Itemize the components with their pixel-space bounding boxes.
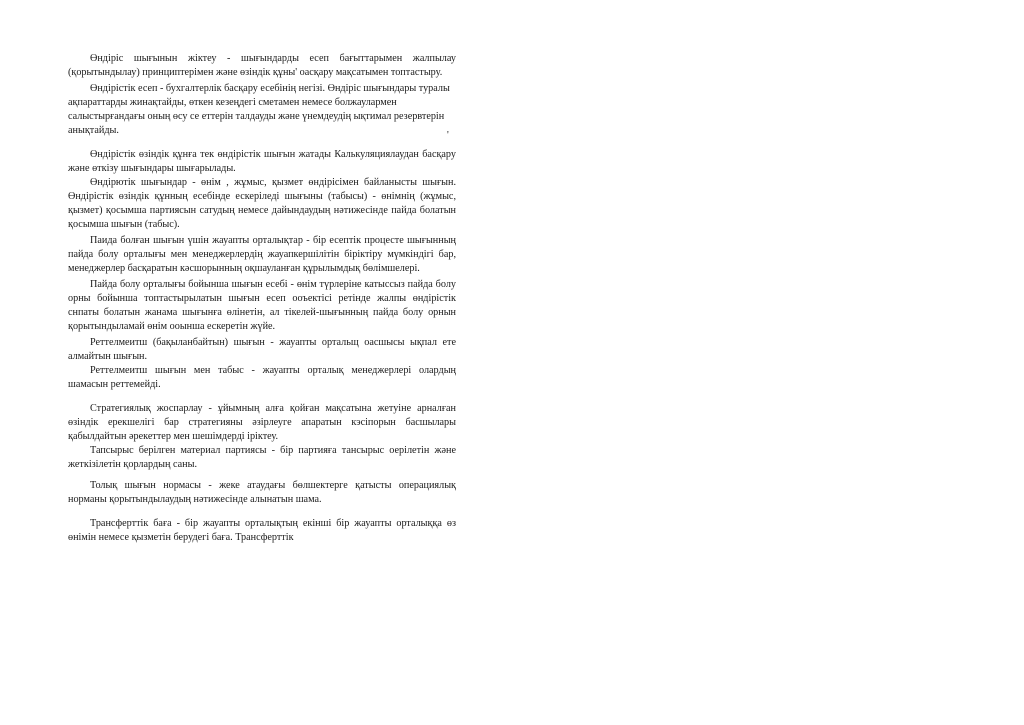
paragraph-cost-classification: Өндіріс шығынын жіктеу - шығындарды есеп бағыттарымен жалпылау (қорытындылау) принциптерімен және өзіндік құны' оасқару мақсатымен топтастыру. xyxy=(68,53,456,78)
text-column xyxy=(68,52,456,545)
paragraph-uncontrollable-cost-income: Реттелмеитш шығын мен табыс - жауапты орталық менеджерлері олардың шамасын реттемейді. xyxy=(68,365,456,390)
paragraph-origin-center-accounting: Пайда болу орталығы бойынша шығын есебі - өнім түрлеріне катыссыз пайда болу орны бойынша топтастырылатын шығын есеп ооъектісі ретінде жалпы өндірістік снпаты болатын жанама шығынға өлінетін, ал тікелей-шығынның пайда болу орнын қорытындыламай өнім ооынша ескеретін жүйе. xyxy=(68,279,456,332)
paragraph-production-expenses: Өндірютік шығындар - өнім , жұмыс, қызмет өндірісімен байланысты шығын. Өндірістік өзіндік құнның есебінде ескеріледі шығыны (табысы) - өнімнің (жұмыс, қызмет) қосымша партиясын сатудың немесе дайындаудың нәтижесінде пайда болатын қосымша шығын (табыс). xyxy=(68,177,456,230)
paragraph-responsibility-centers: Паида болған шығын үшін жауапты орталықтар - бір есептік процесте шығынның пайда болу орталығы мен менеджерлердің жауапкершілітін біріктіру мүмкіндігі бар, менеджерлер басқаратын кәсшорынның оқшауланған құрылымдық бөлімшелері. xyxy=(68,235,456,274)
stray-mark: ' xyxy=(447,130,449,141)
paragraph-production-cost: Өндірістік өзіндік құнға тек өндірістік шығын жатады Калькуляциялаудан басқару және өткізу шығындары шығарылады. xyxy=(68,149,456,174)
paragraph-uncontrollable-cost: Реттелмеитш (бақыланбайтын) шығын - жауапты ортальщ оасшысы ықпал ете алмайтын шығын. xyxy=(68,337,456,362)
paragraph-strategic-planning: Стратегиялық жоспарлау - ұйымның алға қойған мақсатына жетуіне арналған өзіндік ерекшелігі бар стратегияны әзірлеуге апаратын кэсіпорын басшылары қабылдайтын әрекеттер мен шешімдерді іріктеу. xyxy=(68,403,456,442)
paragraph-ordered-batch: Тапсырыс берілген материал партиясы - бір партияға тансырыс оерілетін және жеткізілетін қорлардың саны. xyxy=(68,445,456,470)
paragraph-full-cost-norm: Толық шығын нормасы - жеке атаудағы бөлшектерге қатысты операциялық норманы қорытындылаудың нәтижесінде алынатын шама. xyxy=(68,480,456,505)
paragraph-production-accounting: Өндірістік есеп - бухгалтерлік басқару есебінің негізі. Өндіріс шығындары туралы ақпараттарды жинақтайды, өткен кезеңдегі сметамен немесе болжаулармен салыстырғандағы оның өсу се еттерін талдауды және үнемдеудің ықтимал резервтерін анықтайды. xyxy=(68,83,450,136)
paragraph-transfer-price: Трансферттік баға - бір жауапты орталықтың екінші бір жауапты орталыққа өз өнімін немесе қызметін берудегі баға. Трансферттік xyxy=(68,518,456,543)
